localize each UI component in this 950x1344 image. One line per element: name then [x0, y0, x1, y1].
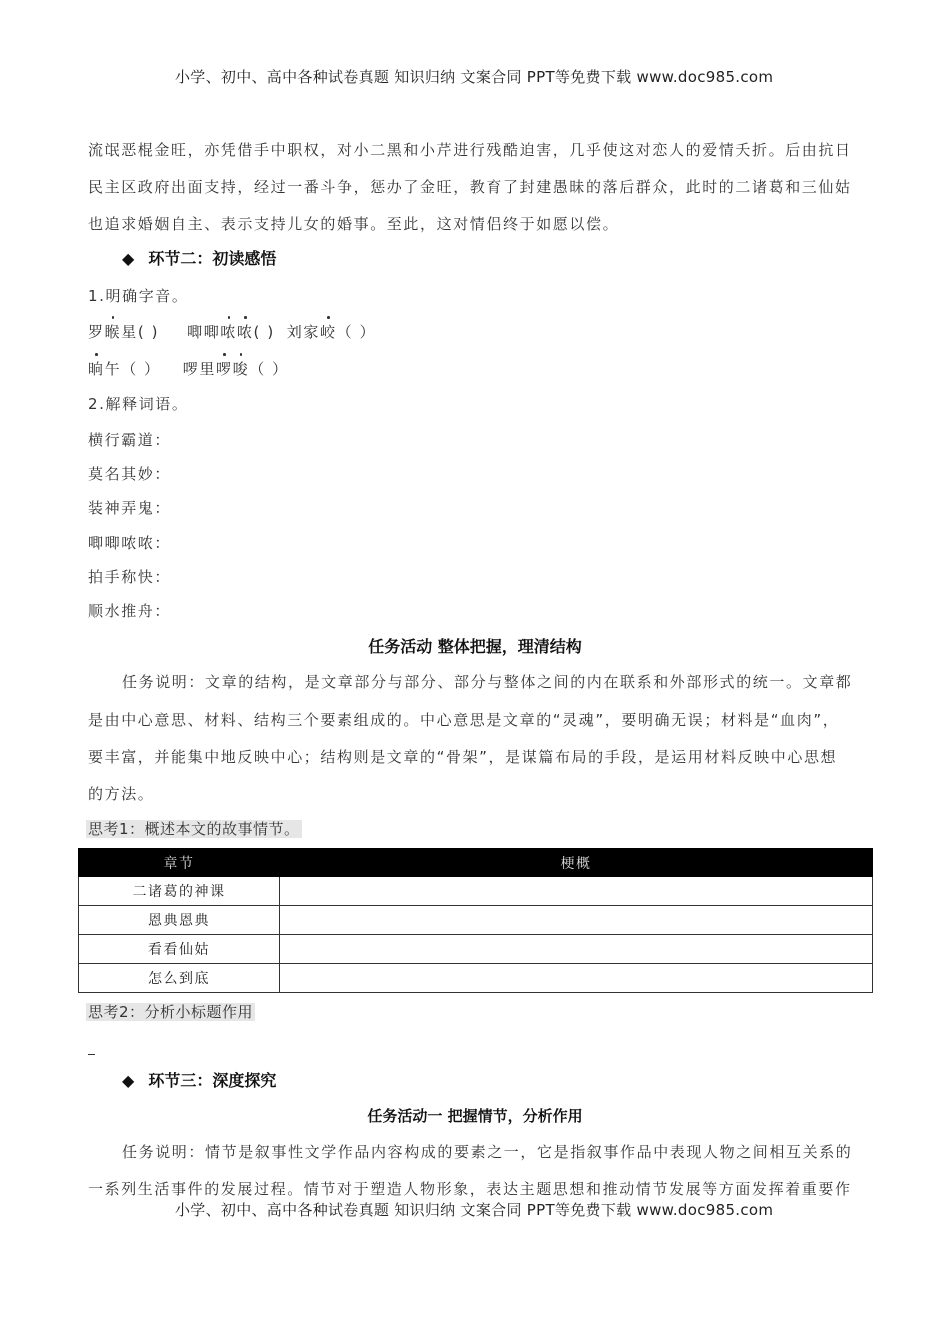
term-item: 莫名其妙： — [88, 465, 172, 483]
term-item: 顺水推舟： — [88, 602, 172, 620]
term-item: 拍手称快： — [88, 568, 172, 586]
task-explain-line: 任务说明：情节是叙事性文学作品内容构成的要素之一，它是指叙事作品中表现人物之间相互关系的 — [122, 1143, 853, 1161]
task-explain-line: 是由中心意思、材料、结构三个要素组成的。中心意思是文章的“灵魂”，要明确无误；材料是“血肉”， — [88, 711, 840, 729]
task-heading-2: 任务活动一 把握情节，分析作用 — [367, 1107, 583, 1125]
blank-line-marker — [88, 1054, 95, 1055]
diamond-bullet-icon: ◆ — [122, 249, 135, 268]
term-item: 装神弄鬼： — [88, 499, 172, 517]
summary-cell[interactable] — [280, 906, 873, 935]
summary-cell[interactable] — [280, 877, 873, 906]
task-explain-line: 要丰富，并能集中地反映中心；结构则是文章的“骨架”，是谋篇布局的手段，是运用材料反映中心思想 — [88, 748, 838, 766]
term-item: 横行霸道： — [88, 431, 172, 449]
word-shangwu: 晌午（ ） — [88, 360, 161, 378]
task-heading-1: 任务活动 整体把握，理清结构 — [368, 637, 582, 656]
question-explain-terms: 2.解释词语。 — [88, 395, 189, 413]
table-row — [79, 877, 873, 906]
question-pronunciation: 1.明确字音。 — [88, 287, 189, 305]
section-title: 环节三：深度探究 — [148, 1071, 277, 1090]
intro-line: 也追求婚姻自主、表示支持儿女的婚事。至此，这对情侣终于如愿以偿。 — [88, 215, 620, 233]
task-explain-line: 的方法。 — [88, 785, 155, 803]
word-liujiajiao: 刘家峧（ ） — [286, 323, 377, 341]
chapter-cell: 二诸葛的神课 — [79, 877, 280, 906]
think-2: 思考2：分析小标题作用 — [88, 1003, 254, 1021]
pinyin-row-1 — [88, 321, 376, 342]
section-heading-3 — [122, 1068, 276, 1091]
intro-line: 流氓恶棍金旺，亦凭借手中职权，对小二黑和小芹进行残酷迫害，几乎使这对恋人的爱情夭折。后由抗日 — [88, 141, 852, 159]
section-heading-2 — [122, 246, 276, 269]
page-header: 小学、初中、高中各种试卷真题 知识归纳 文案合同 PPT等免费下载 www.doc985.com — [175, 68, 774, 86]
task-explain-line: 任务说明：文章的结构，是文章部分与部分、部分与整体之间的内在联系和外部形式的统一。文章都 — [122, 673, 853, 691]
diamond-bullet-icon: ◆ — [122, 1071, 135, 1090]
column-header-chapter: 章节 — [79, 849, 280, 877]
pinyin-row-2 — [88, 358, 289, 379]
think-1: 思考1：概述本文的故事情节。 — [88, 820, 300, 838]
intro-line: 民主区政府出面支持，经过一番斗争，惩办了金旺，教育了封建愚昧的落后群众，此时的二诸葛和三仙姑 — [88, 178, 852, 196]
table-row — [79, 906, 873, 935]
table-header-row — [79, 849, 873, 877]
section-title: 环节二：初读感悟 — [148, 249, 277, 268]
word-luolisuo: 啰里啰唆（ ） — [182, 360, 289, 378]
word-luohouxing: 罗睺星( ) — [88, 323, 160, 341]
task-explain-line: 一系列生活事件的发展过程。情节对于塑造人物形象，表达主题思想和推动情节发展等方面发挥着重要作 — [88, 1180, 852, 1198]
term-item: 唧唧哝哝： — [88, 534, 172, 552]
chapter-cell: 恩典恩典 — [79, 906, 280, 935]
chapter-cell: 怎么到底 — [79, 964, 280, 993]
column-header-summary: 梗概 — [280, 849, 873, 877]
summary-cell[interactable] — [280, 935, 873, 964]
word-jijinongnong: 唧唧哝哝( ) — [187, 323, 275, 341]
table-row — [79, 935, 873, 964]
plot-summary-table — [78, 848, 873, 993]
summary-cell[interactable] — [280, 964, 873, 993]
table-row — [79, 964, 873, 993]
page-footer: 小学、初中、高中各种试卷真题 知识归纳 文案合同 PPT等免费下载 www.doc985.com — [175, 1198, 773, 1220]
chapter-cell: 看看仙姑 — [79, 935, 280, 964]
